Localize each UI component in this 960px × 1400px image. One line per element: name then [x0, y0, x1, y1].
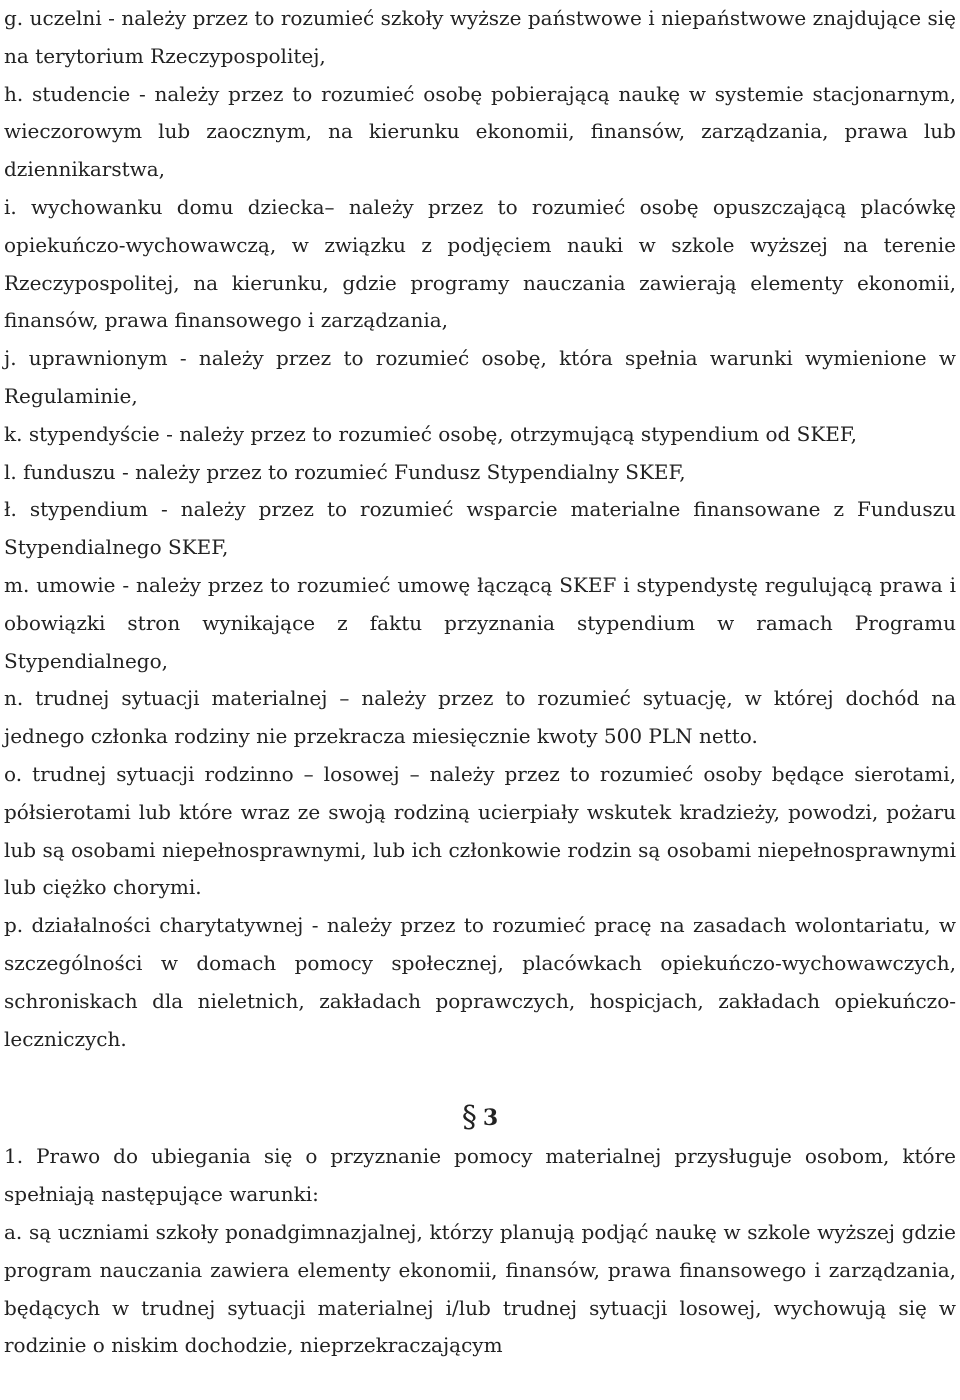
- definition-n: n. trudnej sytuacji materialnej – należy przez to rozumieć sytuację, w której dochód na jednego członka rodziny nie przekracza miesięcznie kwoty 500 PLN netto.: [4, 686, 956, 749]
- section-paragraph-a: a. są uczniami szkoły ponadgimnazjalnej, którzy planują podjąć naukę w szkole wyższej gdzie program nauczania zawiera elementy ekonomii, finansów, prawa finansowego i zarządzania, będących w trudnej sytuacji materialnej i/lub trudnej sytuacji losowej, wychowują się w rodzinie o niskim dochodzie, nieprzekraczającym: [4, 1219, 956, 1358]
- definition-j: j. uprawnionym - należy przez to rozumieć osobę, która spełnia warunki wymienione w Regulaminie,: [4, 346, 956, 408]
- document-page: [4, 0, 956, 1365]
- definition-l: l. funduszu - należy przez to rozumieć Fundusz Stypendialny SKEF,: [4, 459, 686, 484]
- definition-l-stroke: ł. stypendium - należy przez to rozumieć wsparcie materialne finansowane z Funduszu Stypendialnego SKEF,: [4, 497, 956, 560]
- definition-h: h. studencie - należy przez to rozumieć osobę pobierającą naukę w systemie stacjonarnym, wieczorowym lub zaocznym, na kierunku ekonomii, finansów, zarządzania, prawa lub dziennikarstwa,: [4, 81, 956, 182]
- definition-g: g. uczelni - należy przez to rozumieć szkoły wyższe państwowe i niepaństwowe znajdujące się na terytorium Rzeczypospolitej,: [4, 6, 956, 68]
- section-number: 3: [482, 1105, 499, 1132]
- definition-o: o. trudnej sytuacji rodzinno – losowej – należy przez to rozumieć osoby będące sierotami, półsierotami lub które wraz ze swoją rodziną ucierpiały wskutek kradzieży, powodzi, pożaru lub są osobami niepełnosprawnymi, lub ich członkowie rodzin są osobami niepełnosprawnymi lub ciężko chorymi.: [4, 761, 956, 900]
- definition-k: k. stypendyście - należy przez to rozumieć osobę, otrzymującą stypendium od SKEF,: [4, 421, 858, 446]
- definition-p: p. działalności charytatywnej - należy przez to rozumieć pracę na zasadach wolontariatu, w szczególności w domach pomocy społecznej, placówkach opiekuńczo-wychowawczych, schroniskach dla nieletnich, zakładach poprawczych, hospicjach, zakładach opiekuńczo-leczniczych.: [4, 913, 956, 1051]
- definition-i: i. wychowanku domu dziecka– należy przez to rozumieć osobę opuszczającą placówkę opiekuńczo-wychowawczą, w związku z podjęciem nauki w szkole wyższej na terenie Rzeczypospolitej, na kierunku, gdzie programy nauczania zawierają elementy ekonomii, finansów, prawa finansowego i zarządzania,: [4, 194, 956, 333]
- section-symbol: §: [461, 1100, 477, 1136]
- section-paragraph-1: 1. Prawo do ubiegania się o przyznanie pomocy materialnej przysługuje osobom, które spełniają następujące warunki:: [4, 1144, 956, 1207]
- section-heading: [4, 1098, 956, 1138]
- definition-m: m. umowie - należy przez to rozumieć umowę łączącą SKEF i stypendystę regulującą prawa i obowiązki stron wynikające z faktu przyznania stypendium w ramach Programu Stypendialnego,: [4, 572, 956, 673]
